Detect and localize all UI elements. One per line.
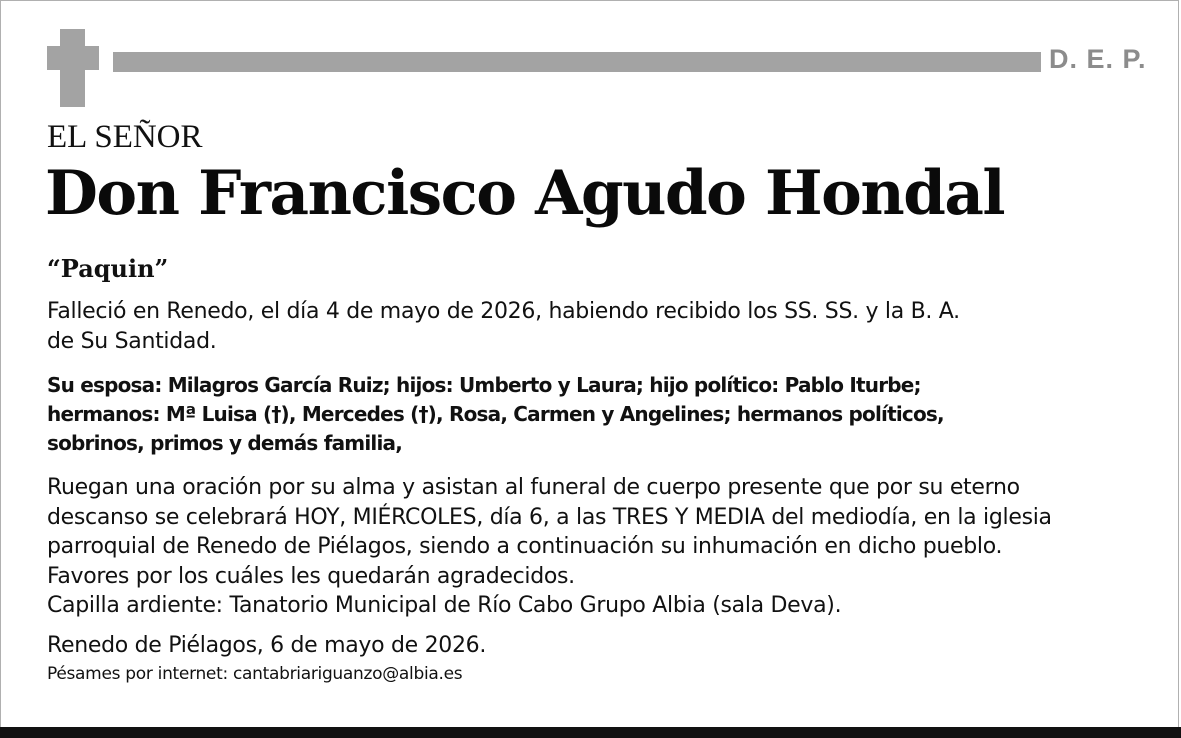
family-paragraph xyxy=(47,371,1157,458)
nickname: “Paquin” xyxy=(47,254,169,283)
dep-label: D. E. P. xyxy=(1049,44,1147,74)
death-line: de Su Santidad. xyxy=(47,328,217,354)
condolences-email: Pésames por internet: cantabriariguanzo@albia.es xyxy=(47,664,463,684)
signoff: Renedo de Piélagos, 6 de mayo de 2026. xyxy=(47,633,487,658)
header-bar xyxy=(113,52,1041,72)
funeral-line: parroquial de Renedo de Piélagos, siendo a continuación su inhumación en dicho pueblo. xyxy=(47,534,1003,559)
funeral-line: descanso se celebrará HOY, MIÉRCOLES, día 6, a las TRES Y MEDIA del mediodía, en la iglesia xyxy=(47,504,1052,530)
death-line: Falleció en Renedo, el día 4 de mayo de 2026, habiendo recibido los SS. SS. y la B. A. xyxy=(47,299,960,324)
family-line: Su esposa: Milagros García Ruiz; hijos: Umberto y Laura; hijo político: Pablo Iturbe; xyxy=(47,373,921,397)
family-line: hermanos: Mª Luisa (†), Mercedes (†), Rosa, Carmen y Angelines; hermanos políticos, xyxy=(47,402,944,426)
bottom-rule xyxy=(0,727,1181,738)
title-line: EL SEÑOR xyxy=(47,119,203,155)
funeral-line: Ruegan una oración por su alma y asistan al funeral de cuerpo presente que por su eterno xyxy=(47,475,1020,500)
deceased-name: Don Francisco Agudo Hondal xyxy=(45,158,1005,229)
family-line: sobrinos, primos y demás familia, xyxy=(47,431,402,455)
death-paragraph xyxy=(47,297,1157,356)
cross-horizontal xyxy=(47,46,99,70)
funeral-paragraph xyxy=(47,473,1157,621)
funeral-line: Favores por los cuáles les quedarán agradecidos. xyxy=(47,563,575,589)
funeral-line: Capilla ardiente: Tanatorio Municipal de Río Cabo Grupo Albia (sala Deva). xyxy=(47,593,842,618)
